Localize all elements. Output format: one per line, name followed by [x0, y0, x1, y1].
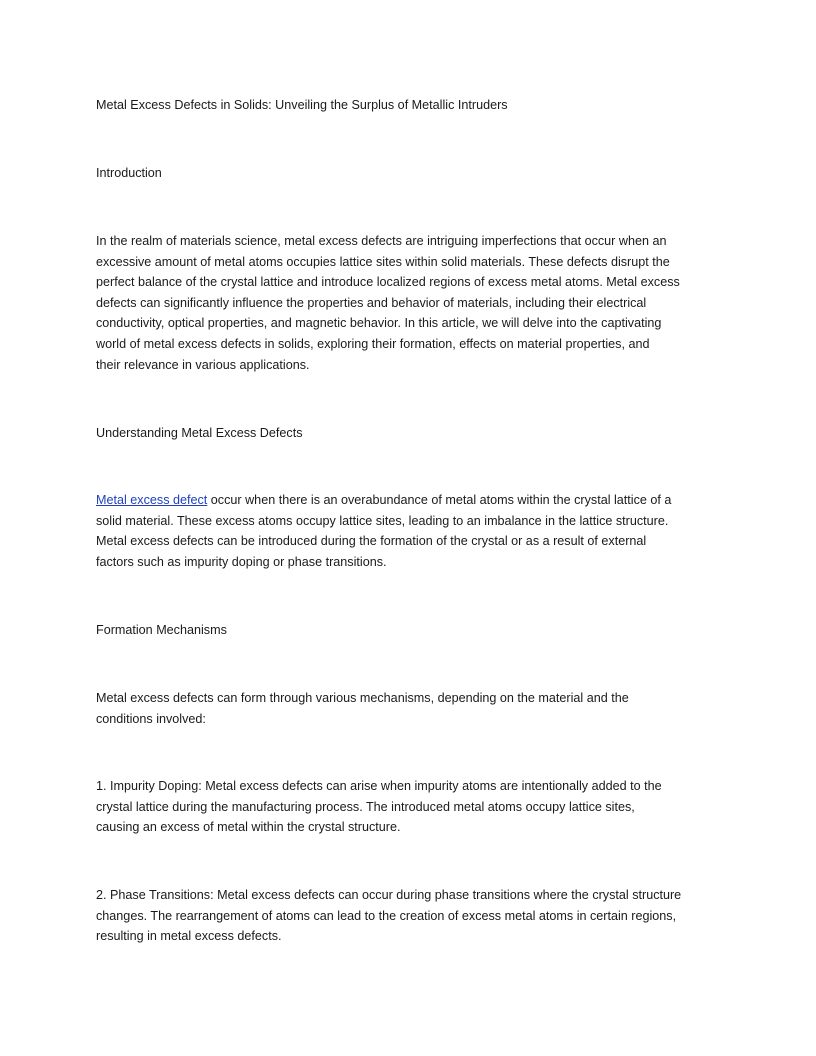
intro-heading [96, 163, 726, 184]
understanding-paragraph [96, 490, 726, 572]
document-page [96, 0, 726, 1056]
paragraph-line: In the realm of materials science, metal excess defects are intriguing imperfections that occur when an [96, 234, 667, 248]
list-item-impurity-doping [96, 776, 726, 838]
paragraph-line: solid material. These excess atoms occupy lattice sites, leading to an imbalance in the lattice structure. [96, 513, 669, 528]
understanding-heading [96, 423, 726, 444]
paragraph-line: causing an excess of metal within the crystal structure. [96, 820, 401, 835]
paragraph-line: 1. Impurity Doping: Metal excess defects can arise when impurity atoms are intentionally added to the [96, 779, 662, 793]
paragraph-line: Metal excess defects can form through various mechanisms, depending on the material and the [96, 691, 629, 705]
paragraph-line: excessive amount of metal atoms occupies lattice sites within solid materials. These defects disrupt the [96, 254, 670, 269]
paragraph-line: 2. Phase Transitions: Metal excess defects can occur during phase transitions where the crystal structure [96, 888, 682, 902]
intro-heading-text: Introduction [96, 166, 162, 180]
paragraph-line: factors such as impurity doping or phase transitions. [96, 554, 387, 569]
paragraph-line: perfect balance of the crystal lattice and introduce localized regions of excess metal atoms. Metal excess [96, 275, 680, 290]
paragraph-line: resulting in metal excess defects. [96, 929, 282, 944]
paragraph-line [96, 490, 726, 511]
paragraph-text: occur when there is an overabundance of metal atoms within the crystal lattice of a [207, 493, 672, 507]
formation-paragraph [96, 688, 726, 729]
understanding-heading-text: Understanding Metal Excess Defects [96, 426, 303, 440]
metal-excess-defect-link[interactable]: Metal excess defect [96, 493, 208, 507]
formation-heading-text: Formation Mechanisms [96, 623, 227, 637]
document-title [96, 95, 726, 116]
paragraph-line: defects can significantly influence the properties and behavior of materials, including their electrical [96, 295, 647, 310]
paragraph-line: their relevance in various applications. [96, 357, 310, 372]
paragraph-line: conditions involved: [96, 711, 206, 726]
intro-paragraph [96, 231, 726, 375]
paragraph-line: conductivity, optical properties, and magnetic behavior. In this article, we will delve into the captivating [96, 316, 662, 331]
title-line: Metal Excess Defects in Solids: Unveiling the Surplus of Metallic Intruders [96, 98, 508, 112]
list-item-phase-transitions [96, 885, 726, 947]
paragraph-line: changes. The rearrangement of atoms can lead to the creation of excess metal atoms in certain regions, [96, 908, 677, 923]
formation-heading [96, 620, 726, 641]
paragraph-line: world of metal excess defects in solids, exploring their formation, effects on material properties, and [96, 336, 650, 351]
paragraph-line: Metal excess defects can be introduced during the formation of the crystal or as a result of external [96, 534, 647, 549]
paragraph-line: crystal lattice during the manufacturing process. The introduced metal atoms occupy lattice sites, [96, 799, 635, 814]
